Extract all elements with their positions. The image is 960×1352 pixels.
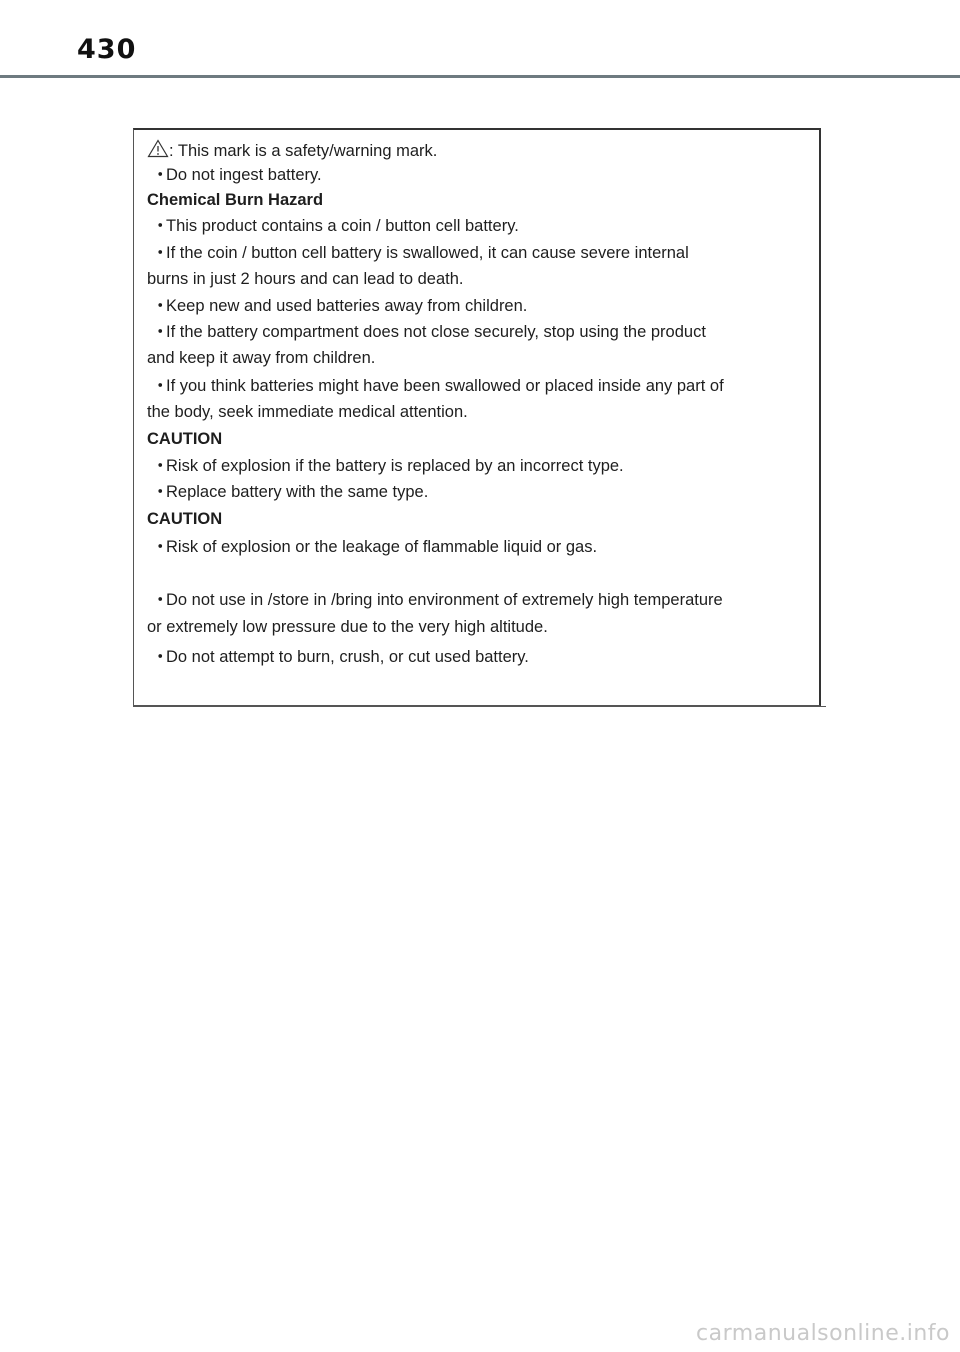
list-item-text: Do not use in /store in /bring into environment of extremely high temperature	[166, 591, 723, 609]
list-item-text: Keep new and used batteries away from children.	[166, 297, 528, 315]
bullet: ・	[152, 297, 169, 315]
bullet: ・	[152, 377, 169, 395]
list-item-continuation: burns in just 2 hours and can lead to death.	[147, 270, 464, 288]
list-item-continuation: and keep it away from children.	[147, 349, 376, 367]
list-item-text: If the battery compartment does not close securely, stop using the product	[166, 323, 706, 341]
list-item-text: If the coin / button cell battery is swallowed, it can cause severe internal	[166, 244, 689, 262]
list-item	[152, 456, 624, 476]
warning-mark-line	[147, 139, 437, 161]
battery-safety-notice-box	[133, 128, 821, 706]
list-item	[152, 647, 529, 667]
warning-mark-text: : This mark is a safety/warning mark.	[169, 142, 438, 160]
footer-watermark[interactable]: carmanualsonline.info	[696, 1321, 950, 1346]
bullet: ・	[152, 323, 169, 341]
bullet: ・	[152, 538, 169, 556]
bullet: ・	[152, 457, 169, 475]
list-item	[152, 165, 322, 185]
list-item	[152, 243, 689, 263]
page-number: 430	[77, 34, 137, 65]
list-item-text: This product contains a coin / button cell battery.	[166, 217, 519, 235]
list-item-text: If you think batteries might have been swallowed or placed inside any part of	[166, 377, 724, 395]
chemical-burn-heading: Chemical Burn Hazard	[147, 191, 324, 209]
bullet: ・	[152, 217, 169, 235]
list-item-continuation: the body, seek immediate medical attention.	[147, 403, 468, 421]
list-item	[152, 296, 527, 316]
list-item	[152, 482, 428, 502]
list-item-text: Replace battery with the same type.	[166, 483, 429, 501]
caution-heading: CAUTION	[147, 510, 223, 528]
bullet: ・	[152, 483, 169, 501]
list-item-text: Risk of explosion or the leakage of flammable liquid or gas.	[166, 538, 598, 556]
bullet: ・	[152, 591, 169, 609]
bullet: ・	[152, 648, 169, 666]
list-item	[152, 216, 519, 236]
list-item	[152, 376, 724, 396]
bullet: ・	[152, 244, 169, 262]
list-item	[152, 590, 723, 610]
warning-triangle-icon	[147, 139, 169, 158]
list-item	[152, 537, 597, 557]
caution-heading: CAUTION	[147, 430, 223, 448]
list-item-text: Do not attempt to burn, crush, or cut used battery.	[166, 648, 529, 666]
list-item-continuation: or extremely low pressure due to the very high altitude.	[147, 618, 548, 636]
list-item	[152, 322, 706, 342]
bullet: ・	[152, 166, 169, 184]
header-rule	[0, 75, 960, 78]
list-item-text: Risk of explosion if the battery is replaced by an incorrect type.	[166, 457, 624, 475]
list-item-text: Do not ingest battery.	[166, 166, 322, 184]
